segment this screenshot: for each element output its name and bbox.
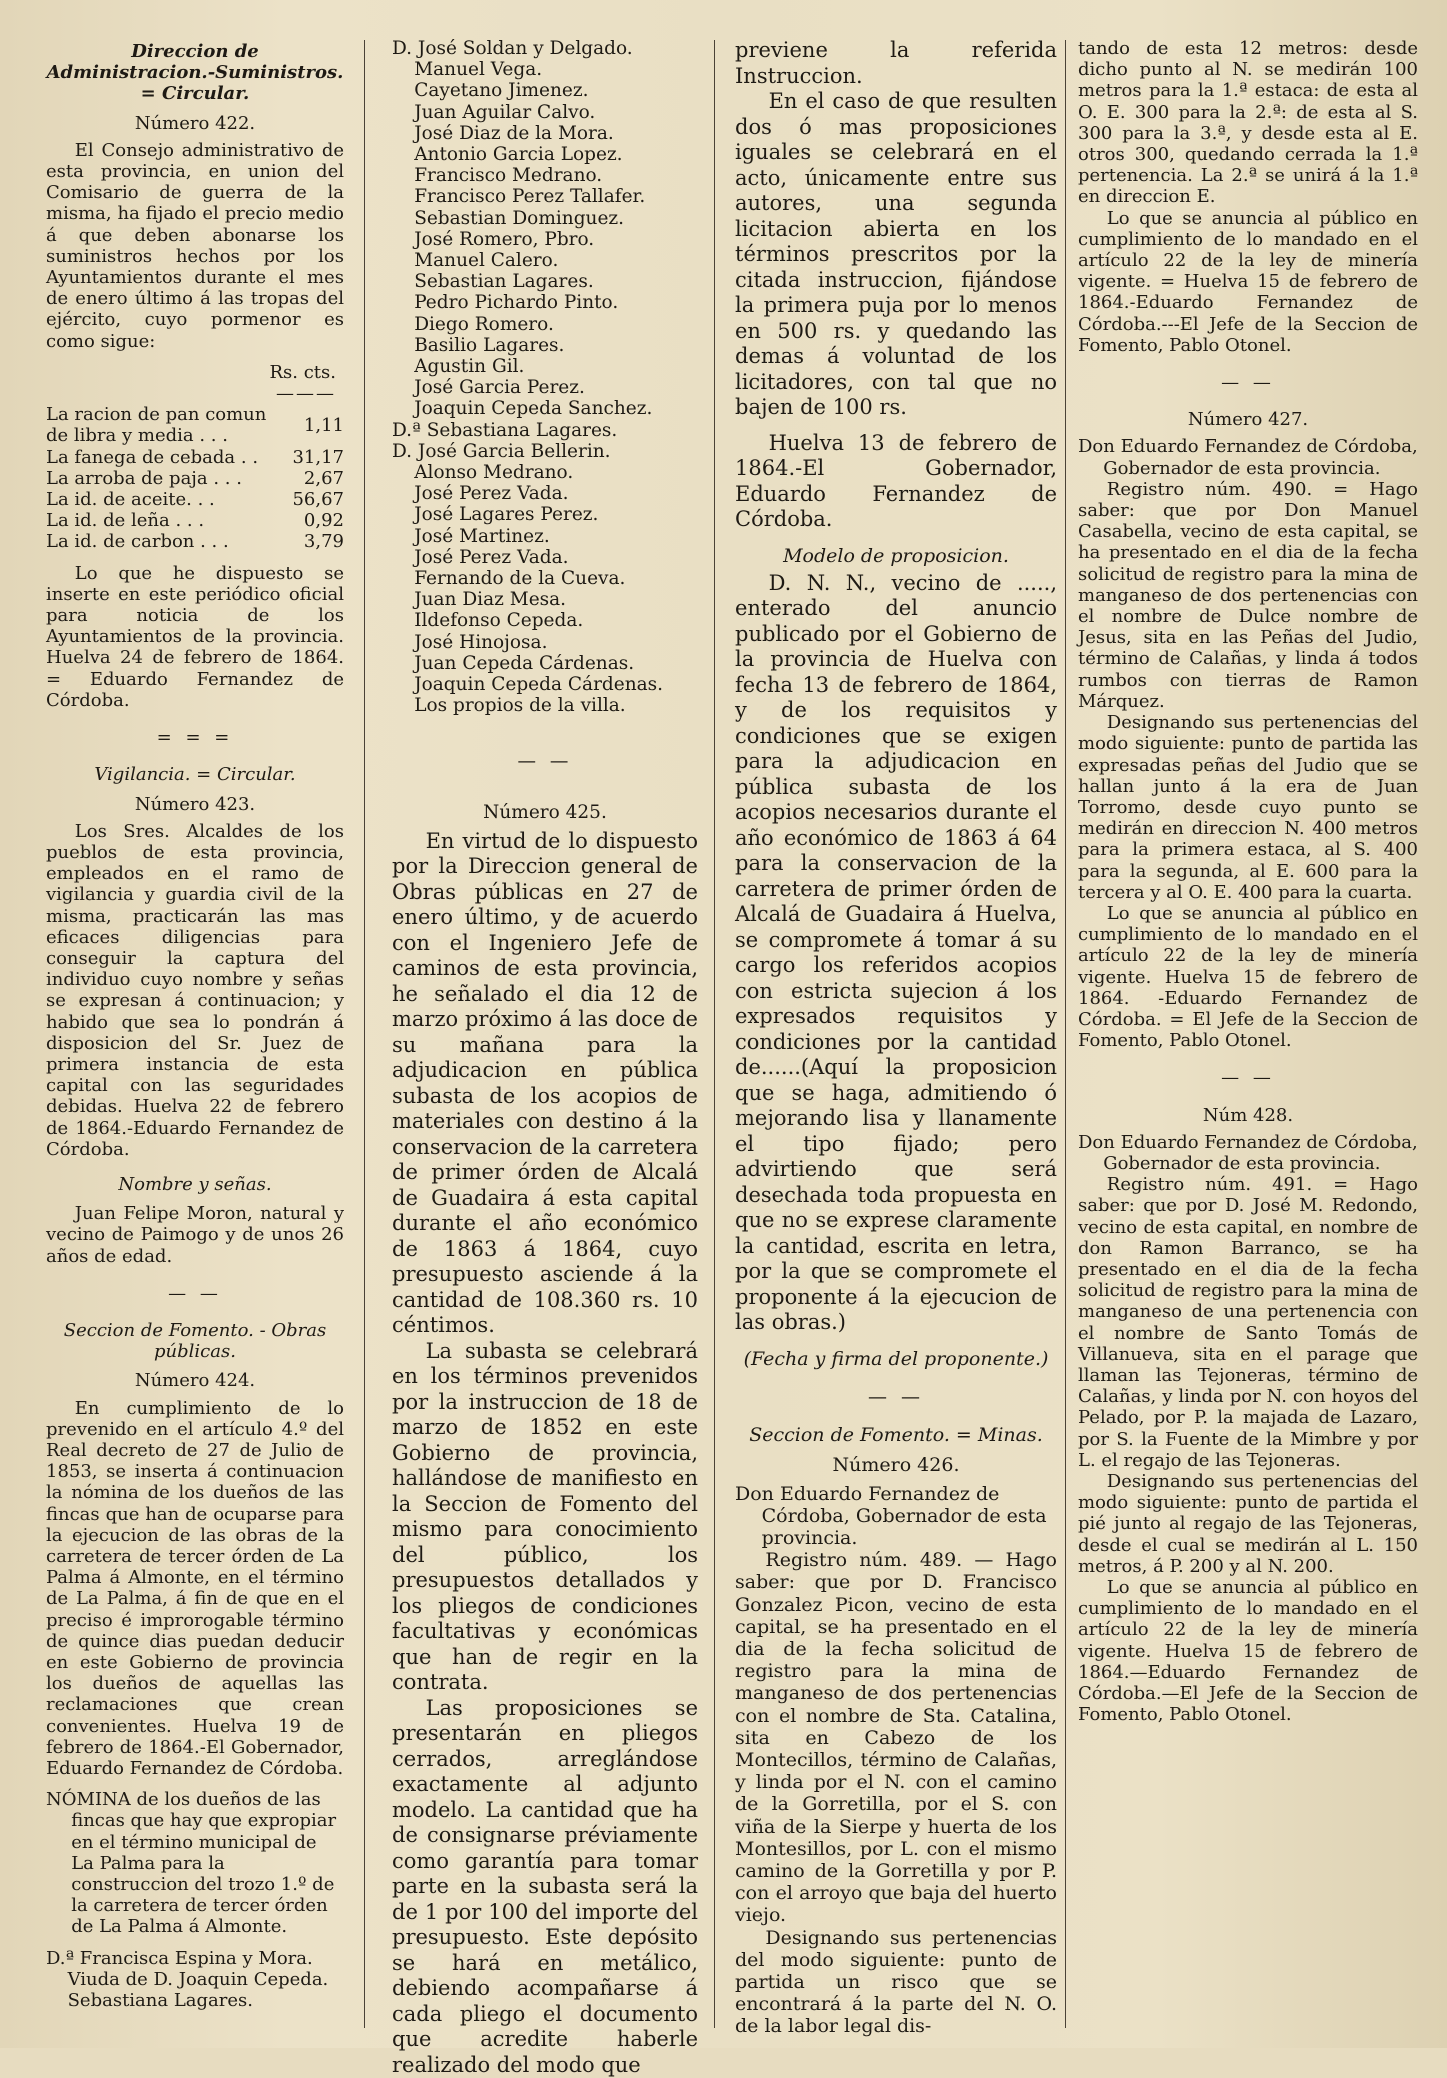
notice-text: Designando sus pertenencias del modo siguiente: punto de partida las expresadas peñas del Judio que se hallan junto á la era de Juan Torromo, desde cuyo punto se medirán en direccion N. 400 metros para la primera estaca, al S. 400 para la segunda, al E. 600 para la tercera y al O. E. 400 para la cuarta. bbox=[1078, 712, 1418, 903]
notice-text: Registro núm. 491. = Hago saber: que por D. José M. Redondo, vecino de esta capital, en nombre de don Ramon Barranco, se ha presentado en el dia de la fecha solicitud de registro para la mina de manganeso de una pertenencia con el nombre de Santo Tomás de Villanueva, sita en el parage que llaman las Tejoneras, término de Calañas, y linda por N. con hoyos del Pelado, por P. la majada de Lazaro, por S. la Fuente de la Mimbre y por L. el regajo de las Tejoneras. bbox=[1078, 1174, 1418, 1471]
notice-number: Número 427. bbox=[1187, 409, 1309, 431]
list-item: Juan Diaz Mesa. bbox=[414, 589, 567, 611]
subheading: Nombre y señas. bbox=[118, 1173, 272, 1195]
list-item: Manuel Calero. bbox=[414, 250, 559, 272]
notice-text: Registro núm. 489. — Hago saber: que por D. Francisco Gonzalez Picon, vecino de esta capital, se ha presentado en el dia de la fecha solicitud de registro para la mina de manganeso de dos pertenencias con el nombre de Sta. Catalina, sita en Cabezo de los Montecillos, término de Calañas, y linda por el N. con el camino de la Gorretilla, por el S. con viña de la Sierpe y huerta de los Montesillos, por L. con el mismo camino de la Gorretilla y por P. con el arroyo que baja del huerto viejo. bbox=[735, 1549, 1057, 1927]
table-row: La fanega de cebada . . 31,17 bbox=[46, 446, 344, 468]
notice-close: Lo que he dispuesto se inserte en este periódico oficial para noticia de los Ayuntamientos de la provincia. Huelva 24 de febrero de 1864. = Eduardo Fernandez de Córdoba. bbox=[46, 562, 344, 711]
column-rule bbox=[1065, 40, 1066, 2028]
notice-text: Registro núm. 490. = Hago saber: que por Don Manuel Casabella, vecino de esta capital, se ha presentado en el dia de la fecha solicitud de registro para la mina de manganeso de dos pertenencias con el nombre de Dulce nombre de Jesus, sita en las Peñas del Judio, término de Calañas, y linda á todos rumbos con tierras de Ramon Márquez. bbox=[1078, 478, 1418, 712]
section-title: Vigilancia. = Circular. bbox=[94, 764, 296, 786]
list-item: José Perez Vada. bbox=[414, 546, 569, 568]
list-item: Alonso Medrano. bbox=[414, 462, 574, 484]
notice-close: Lo que se anuncia al público en cumplimiento de lo mandado en el artículo 22 de la ley de minería vigente. Huelva 15 de febrero de 1864.—Eduardo Fernandez de Córdoba.—El Jefe de la Seccion de Fomento, Pablo Otonel. bbox=[1078, 1577, 1418, 1726]
list-item: D. José Garcia Bellerin. bbox=[392, 440, 611, 462]
table-row: La id. de aceite. . . 56,67 bbox=[46, 489, 344, 511]
model-text: D. N. N., vecino de ....., enterado del anuncio publicado por el Gobierno de la provincia de Huelva con fecha 13 de febrero de 1864, y de los requisitos y condiciones que se exigen para la adjudicacion en pública subasta de los acopios necesarios durante el año económico de 1863 á 64 para la conservacion de la carretera de primer órden de Alcalá de Guadaira á Huelva, se compromete á tomar á su cargo los referidos acopios con estricta sujecion á los expresados requisitos y condiciones por la cantidad de......(Aquí la proposicion que se haga, admitiendo ó mejorando lisa y llanamente el tipo fijado; pero advirtiendo que será desechada toda propuesta en que no se exprese claramente la cantidad, escrita en letra, por la que se compromete el proponente á la ejecucion de las obras.) bbox=[735, 570, 1057, 1335]
list-item: Juan Cepeda Cárdenas. bbox=[414, 652, 635, 674]
list-item: D.ª Sebastiana Lagares. bbox=[392, 419, 618, 441]
list-item: Francisco Medrano. bbox=[414, 165, 603, 187]
notice-text: Las proposiciones se presentarán en pliegos cerrados, arreglándose exactamente al adjunto modelo. La cantidad que ha de consignarse préviamente como garantía para tomar parte en la subasta será la de 1 por 100 del importe del presupuesto. Este depósito se hará en metálico, debiendo acompañarse á cada pliego el documento que acredite haberle realizado del modo que bbox=[392, 1695, 698, 2077]
table-row: La id. de carbon . . . 3,79 bbox=[46, 531, 344, 553]
list-item: Fernando de la Cueva. bbox=[414, 568, 626, 590]
section-title: Seccion de Fomento. = Minas. bbox=[749, 1424, 1043, 1447]
notice-text: La subasta se celebrará en los términos prevenidos por la instruccion de 18 de marzo de 1852 en este Gobierno de provincia, hallándose de manifiesto en la Seccion de Fomento del mismo para conocimiento del público, los presupuestos detallados y los pliegos de condiciones facultativas y económicas que han de regir en la contrata. bbox=[392, 1338, 698, 1695]
notice-text: previene la referida Instruccion. bbox=[735, 38, 1057, 88]
separator: — — bbox=[867, 1385, 925, 1408]
owners-list bbox=[392, 38, 698, 717]
notice-close: Lo que se anuncia al público en cumplimiento de lo mandado en el artículo 22 de la ley de minería vigente. = Huelva 15 de febrero de 1864.-Eduardo Fernandez de Córdoba.---El Jefe de la Seccion de Fomento, Pablo Otonel. bbox=[1078, 207, 1418, 356]
table-row: La arroba de paja . . . 2,67 bbox=[46, 467, 344, 489]
nomina-heading: NÓMINA de los dueños de las fincas que hay que expropiar en el término municipal de La Palma para la construccion del trozo 1.º de la carretera de tercer órden de La Palma á Almonte. bbox=[46, 1789, 337, 1938]
separator: — — bbox=[517, 750, 573, 772]
list-item: Agustin Gil. bbox=[414, 356, 525, 378]
list-item: Sebastiana Lagares. bbox=[67, 1990, 253, 2012]
list-item: Joaquin Cepeda Sanchez. bbox=[414, 398, 653, 420]
table-row: La id. de leña . . . 0,92 bbox=[46, 510, 344, 532]
list-item: José Hinojosa. bbox=[414, 631, 548, 653]
list-item: Diego Romero. bbox=[414, 313, 554, 335]
notice-number: Número 423. bbox=[134, 793, 256, 815]
notice-close: Lo que se anuncia al público en cumplimiento de lo mandado en el artículo 22 de la ley de minería vigente. Huelva 15 de febrero de 1864. -Eduardo Fernandez de Córdoba. = El Jefe de la Seccion de Fomento, Pablo Otonel. bbox=[1078, 902, 1418, 1052]
list-item: Los propios de la villa. bbox=[414, 695, 626, 717]
units-header: Rs. cts. bbox=[269, 361, 336, 383]
notice-text: En cumplimiento de lo prevenido en el artículo 4.º del Real decreto de 27 de Julio de 1853, se inserta á continuacion la nómina de los dueños de las fincas que han de ocuparse para la ejecucion de las obras de la carretera de tercer órden de La Palma á Almonte, en el término de La Palma, á fin de que en el preciso é improrogable término de quince dias puedan deducir en este Gobierno de provincia los dueños de aquellas las reclamaciones que crean convenientes. Huelva 19 de febrero de 1864.-El Gobernador, Eduardo Fernandez de Córdoba. bbox=[46, 1397, 344, 1780]
list-item: D.ª Francisca Espina y Mora. bbox=[46, 1947, 313, 1969]
price-table bbox=[46, 404, 344, 552]
notice-text: En el caso de que resulten dos ó mas proposiciones iguales se celebrará en el acto, únicamente entre sus autores, una segunda licitacion abierta en los términos prescritos por la citada instruccion, fijándose la primera puja por lo menos en 500 rs. y quedando las demas á voluntad de los licitadores, con tal que no bajen de 100 rs. bbox=[735, 89, 1057, 419]
list-item: José Diaz de la Mora. bbox=[414, 122, 614, 144]
list-item: José Garcia Perez. bbox=[414, 377, 585, 399]
governor-line: Don Eduardo Fernandez de Córdoba, Gobernador de esta provincia. bbox=[735, 1482, 1047, 1549]
list-item: D. José Soldan y Delgado. bbox=[392, 38, 633, 59]
column-rule bbox=[714, 40, 715, 2028]
list-item: Joaquin Cepeda Cárdenas. bbox=[414, 674, 664, 696]
model-signature: (Fecha y firma del proponente.) bbox=[743, 1347, 1049, 1370]
notice-number: Núm 428. bbox=[1202, 1104, 1294, 1126]
notice-number: Número 422. bbox=[134, 112, 256, 134]
notice-signature: Huelva 13 de febrero de 1864.-El Gobernador, Eduardo Fernandez de Córdoba. bbox=[735, 430, 1057, 531]
column-rule bbox=[364, 40, 365, 2028]
list-item: Basilio Lagares. bbox=[414, 334, 565, 356]
separator: — — bbox=[1221, 372, 1275, 394]
list-item: Sebastian Dominguez. bbox=[414, 207, 625, 229]
separator: — — bbox=[1221, 1067, 1275, 1089]
separator: — — bbox=[168, 1282, 222, 1304]
notice-text: Los Sres. Alcaldes de los pueblos de esta provincia, empleados en el ramo de vigilancia y guardia civil de la misma, practicarán las mas eficaces diligencias para conseguir la captura del individuo cuyo nombre y señas se expresan á continuacion; y habido que sea lo pondrán á disposicion del Sr. Juez de primera instancia de esta capital con las seguridades debidas. Huelva 22 de febrero de 1864.-Eduardo Fernandez de Córdoba. bbox=[46, 820, 344, 1160]
notice-text: Designando sus pertenencias del modo siguiente: punto de partida el pié junto al regajo de las Tejoneras, desde el cual se medirán al L. 150 metros, á P. 200 y al N. 200. bbox=[1078, 1471, 1418, 1577]
list-item: José Lagares Perez. bbox=[414, 504, 599, 526]
list-item: Juan Aguilar Calvo. bbox=[414, 101, 596, 123]
person-description: Juan Felipe Moron, natural y vecino de Paimogo y de unos 26 años de edad. bbox=[46, 1203, 344, 1267]
column-4 bbox=[1078, 38, 1418, 2036]
notice-text: Designando sus pertenencias del modo siguiente: punto de partida un risco que se encontrará á la parte del N. O. de la labor legal dis- bbox=[735, 1926, 1057, 2038]
notice-number: Número 424. bbox=[134, 1370, 256, 1392]
units-rule: ——— bbox=[276, 383, 336, 405]
list-item: José Perez Vada. bbox=[414, 483, 569, 505]
list-item: Pedro Pichardo Pinto. bbox=[414, 292, 619, 314]
separator: = = = bbox=[156, 727, 234, 749]
list-item: Antonio Garcia Lopez. bbox=[414, 144, 623, 166]
list-item: Cayetano Jimenez. bbox=[414, 80, 589, 102]
owners-list bbox=[46, 1948, 344, 2012]
section-title: Direccion de Administracion.-Suministros. = Circular. bbox=[46, 41, 344, 105]
notice-number: Número 425. bbox=[483, 801, 607, 823]
governor-line: Don Eduardo Fernandez de Córdoba, Gobernador de esta provincia. bbox=[1078, 436, 1418, 479]
list-item: Manuel Vega. bbox=[414, 59, 543, 81]
notice-number: Número 426. bbox=[832, 1454, 960, 1477]
list-item: Ildefonso Cepeda. bbox=[414, 610, 584, 632]
column-3 bbox=[735, 38, 1057, 2036]
governor-line: Don Eduardo Fernandez de Córdoba, Gobernador de esta provincia. bbox=[1078, 1131, 1418, 1174]
notice-text: El Consejo administrativo de esta provincia, en union del Comisario de guerra de la misma, ha fijado el precio medio á que deben abonarse los suministros hechos por los Ayuntamientos durante el mes de enero último á las tropas del ejército, cuyo pormenor es como sigue: bbox=[46, 139, 344, 352]
list-item: Francisco Perez Tallafer. bbox=[414, 186, 646, 208]
model-title: Modelo de proposicion. bbox=[783, 544, 1009, 567]
notice-text: En virtud de lo dispuesto por la Direccion general de Obras públicas en 27 de enero último, y de acuerdo con el Ingeniero Jefe de caminos de esta provincia, he señalado el dia 12 de marzo próximo á las doce de su mañana para la adjudicacion en pública subasta de los acopios de materiales con destino á la conservacion de la carretera de primer órden de Alcalá de Guadaira á esta capital durante el año económico de 1863 á 1864, cuyo presupuesto asciende á la cantidad de 108.360 rs. 10 céntimos. bbox=[392, 828, 698, 1338]
list-item: José Martinez. bbox=[414, 525, 550, 547]
notice-text: tando de esta 12 metros: desde dicho punto al N. se medirán 100 metros para la 1.ª estaca: de esta al O. E. 300 para la 2.ª: de esta al S. 300 para la 3.ª, y desde esta al E. otros 300, quedando cerrada la 1.ª pertenencia. La 2.ª se unirá á la 1.ª en direccion E. bbox=[1078, 38, 1418, 208]
list-item: Sebastian Lagares. bbox=[414, 271, 594, 293]
table-row: La racion de pan comun de libra y media . . . 1,11 bbox=[46, 404, 344, 447]
section-title: Seccion de Fomento. - Obras públicas. bbox=[63, 1319, 327, 1363]
column-1 bbox=[46, 38, 344, 2036]
column-2 bbox=[392, 38, 698, 2077]
list-item: Viuda de D. Joaquin Cepeda. bbox=[67, 1968, 329, 1990]
list-item: José Romero, Pbro. bbox=[414, 228, 595, 250]
